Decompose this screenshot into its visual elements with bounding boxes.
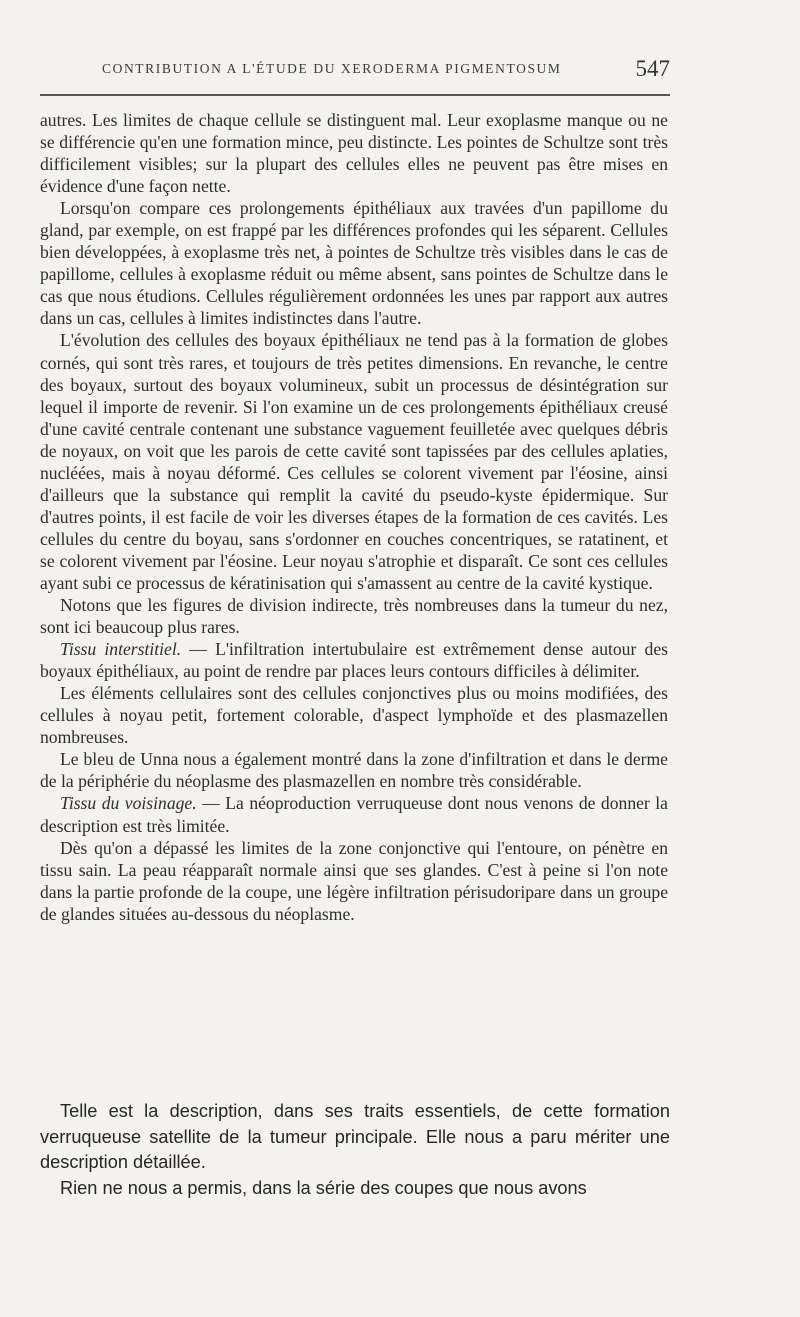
paragraph-2: Lorsqu'on compare ces prolongements épithéliaux aux travées d'un papillome du gland, par exemple, on est frappé par les différences profondes qui les séparent. Cellules bien développées, à exoplasme très net, à pointes de Schultze très visibles dans le cas de papillome, cellules à exoplasme réduit ou même absent, sans pointes de Schultze dans le cas que nous étudions. Cellules régulièrement ordonnées les unes par rapport aux autres dans un cas, cellules à limites indistinctes dans l'autre. (40, 198, 668, 329)
paragraph-3: L'évolution des cellules des boyaux épithéliaux ne tend pas à la formation de globes cornés, qui sont très rares, et toujours de très petites dimensions. En revanche, le centre des boyaux, surtout des boyaux volumineux, subit un processus de désintégration sur lequel il importe de revenir. Si l'on examine un de ces prolongements épithéliaux creusé d'une cavité centrale contenant une substance vaguement feuilletée avec quelques débris de noyaux, on voit que les parois de cette cavité sont tapissées par des cellules aplaties, nucléées, mais à noyau déformé. Ces cellules se colorent vivement par l'éosine, ainsi d'ailleurs que la substance qui remplit la cavité du pseudo-kyste épidermique. Sur d'autres points, il est facile de voir les diverses étapes de la formation de ces cavités. Les cellules du centre du boyau, sans s'ordonner en couches concentriques, se ratatinent, et se colorent vivement par l'éosine. Leur noyau s'atrophie et disparaît. Ce sont ces cellules ayant subi ce processus de kératinisation qui s'amassent au centre de la cavité kystique. (40, 330, 668, 593)
paragraph-4: Notons que les figures de division indirecte, très nombreuses dans la tumeur du nez, sont ici beaucoup plus rares. (40, 595, 668, 638)
page-header (40, 58, 670, 82)
large-paragraph-2: Rien ne nous a permis, dans la série des coupes que nous avons (60, 1177, 587, 1198)
large-paragraph-1: Telle est la description, dans ses traits essentiels, de cette formation verruqueuse satellite de la tumeur principale. Elle nous a paru mériter une description détaillée. (40, 1101, 670, 1173)
paragraph-5-text: — L'infiltration intertubulaire est extrêmement dense autour des boyaux épithéliaux, au point de rendre par places leurs contours difficiles à délimiter. (40, 639, 668, 682)
paragraph-5 (40, 638, 668, 682)
paragraph-8 (40, 792, 668, 836)
paragraph-1: autres. Les limites de chaque cellule se distinguent mal. Leur exoplasme manque ou ne se différencie qu'en une formation mince, peu distincte. Les pointes de Schultze sont très difficilement visibles; sur la plupart des cellules elles ne peuvent pas être mises en évidence d'une façon nette. (40, 110, 668, 197)
paragraph-6: Les éléments cellulaires sont des cellules conjonctives plus ou moins modifiées, des cellules à noyau petit, fortement colorable, d'aspect lymphoïde et des plasmazellen nombreuses. (40, 683, 668, 748)
header-rule (40, 94, 670, 96)
paragraph-7: Le bleu de Unna nous a également montré dans la zone d'infiltration et dans le derme de la périphérie du néoplasme des plasmazellen en nombre très considérable. (40, 749, 668, 792)
page-number: 547 (635, 56, 670, 81)
running-title: CONTRIBUTION A L'ÉTUDE DU XERODERMA PIGMENTOSUM (102, 61, 562, 76)
paragraph-8-text: — La néoproduction verruqueuse dont nous venons de donner la description est très limitée. (40, 793, 668, 836)
large-type-text (40, 1099, 670, 1201)
section-lead-tissu-du-voisinage: Tissu du voisinage. (60, 793, 197, 814)
section-lead-tissu-interstitiel: Tissu interstitiel. (60, 639, 182, 660)
body-text (40, 109, 668, 925)
paragraph-9: Dès qu'on a dépassé les limites de la zone conjonctive qui l'entoure, on pénètre en tissu sain. La peau réapparaît normale ainsi que ses glandes. C'est à peine si l'on note dans la partie profonde de la coupe, une légère infiltration périsudoripare dans un groupe de glandes situées au-dessous du néoplasme. (40, 837, 668, 924)
